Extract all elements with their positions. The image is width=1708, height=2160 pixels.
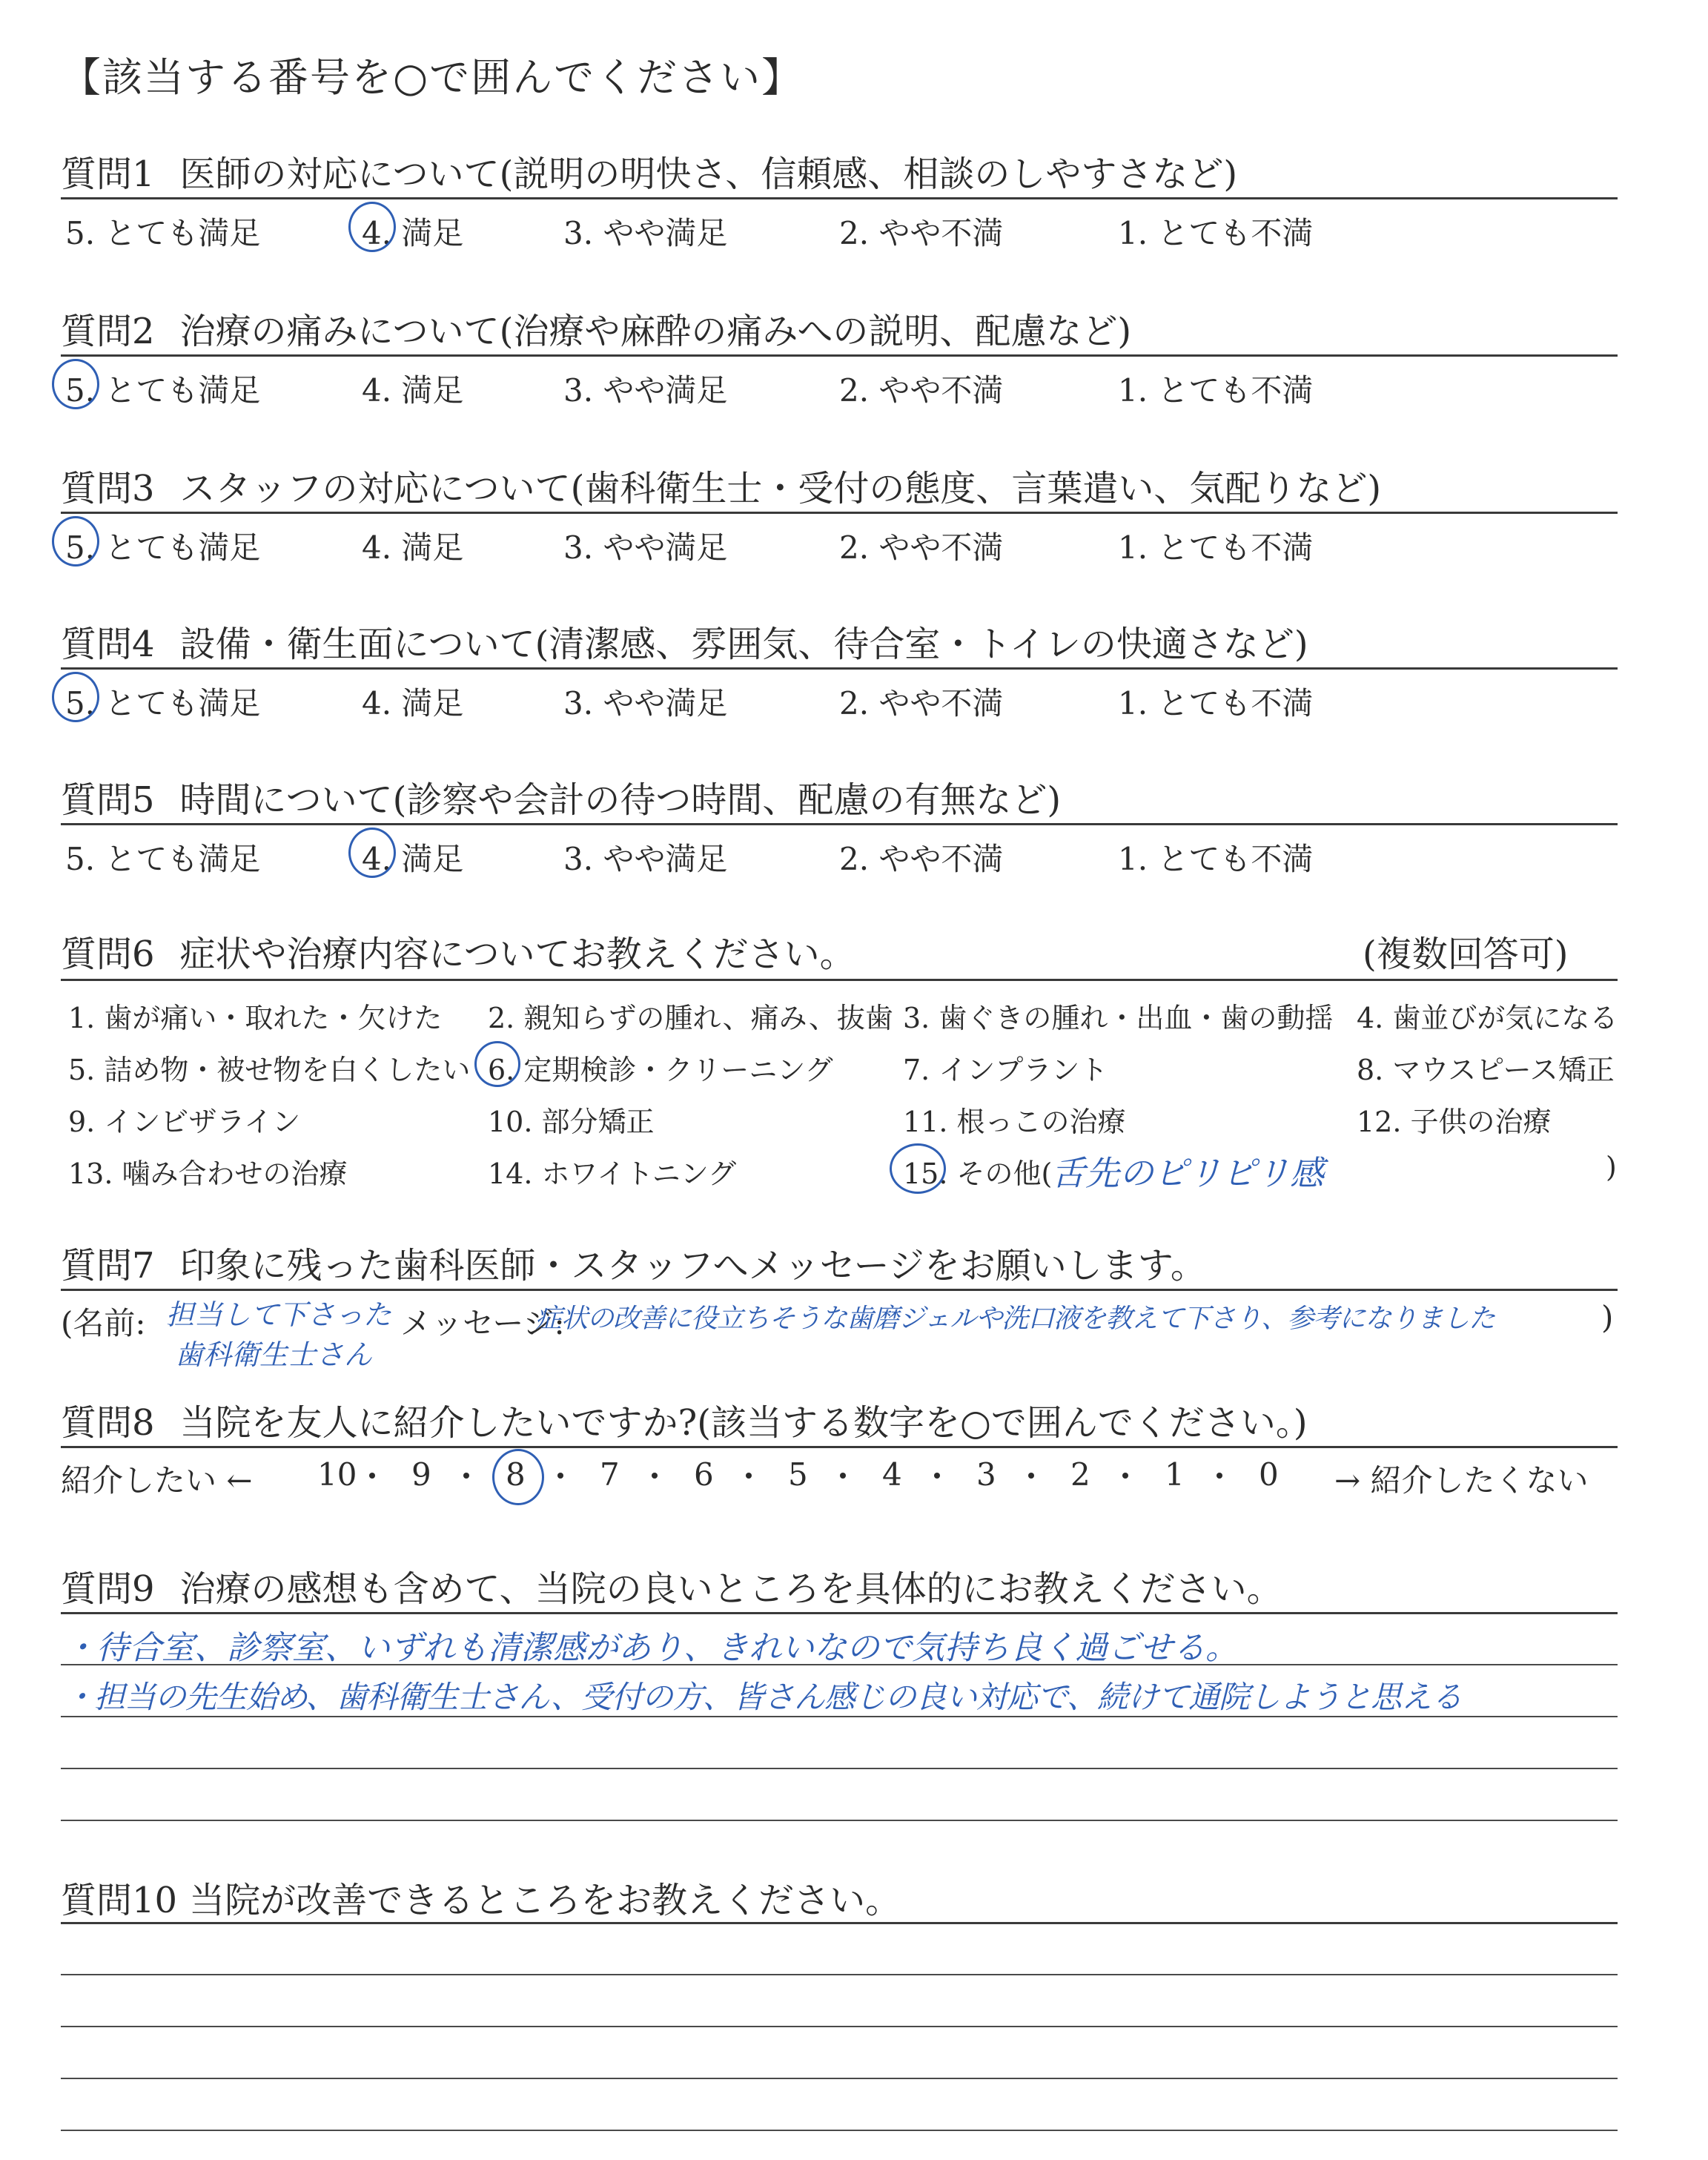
q2-option-2[interactable]: 2. やや不満 bbox=[839, 372, 1004, 409]
q5-option-4[interactable]: 4. 満足 bbox=[362, 841, 464, 877]
q6-note: (複数回答可) bbox=[1363, 934, 1569, 975]
q1-option-4[interactable]: 4. 満足 bbox=[362, 215, 464, 251]
q8-scale-separator bbox=[746, 1473, 752, 1479]
q6-option-10[interactable]: 10. 部分矯正 bbox=[488, 1106, 655, 1138]
q6-other-close: ) bbox=[1606, 1151, 1617, 1183]
q6-label: 質問6 bbox=[61, 934, 155, 975]
q5-option-3[interactable]: 3. やや満足 bbox=[563, 841, 728, 877]
q8-scale-5[interactable]: 5 bbox=[788, 1456, 808, 1493]
q6-option-2[interactable]: 2. 親知らずの腫れ、痛み、抜歯 bbox=[488, 1002, 893, 1034]
q3-option-1[interactable]: 1. とても不満 bbox=[1118, 529, 1314, 566]
q5-text: 時間について(診察や会計の待つ時間、配慮の有無など) bbox=[179, 779, 1062, 821]
q2-heading bbox=[61, 303, 1131, 354]
q1-heading bbox=[61, 145, 1237, 196]
q4-option-2[interactable]: 2. やや不満 bbox=[839, 685, 1004, 721]
q3-option-2[interactable]: 2. やや不満 bbox=[839, 529, 1004, 566]
q3-heading bbox=[61, 460, 1381, 511]
q7-heading bbox=[61, 1237, 1206, 1288]
q8-scale-0[interactable]: 0 bbox=[1259, 1456, 1279, 1493]
q9-label: 質問9 bbox=[61, 1568, 155, 1610]
q6-option-13[interactable]: 13. 噛み合わせの治療 bbox=[68, 1157, 348, 1190]
q4-label: 質問4 bbox=[61, 624, 155, 665]
q7-message-written: 症状の改善に役立ちそうな歯磨ジェルや洗口液を教えて下さり、参考になりました bbox=[535, 1304, 1495, 1334]
q7-close: ) bbox=[1601, 1299, 1614, 1335]
q3-label: 質問3 bbox=[61, 468, 155, 509]
q9-heading bbox=[61, 1560, 1282, 1611]
q3-rule bbox=[61, 512, 1618, 514]
q8-heading bbox=[61, 1394, 1308, 1445]
q6-option-4[interactable]: 4. 歯並びが気になる bbox=[1357, 1002, 1618, 1034]
q8-scale-separator bbox=[463, 1473, 469, 1479]
q6-option-6-circle bbox=[474, 1041, 520, 1087]
q4-text: 設備・衛生面について(清潔感、雰囲気、待合室・トイレの快適さなど) bbox=[179, 624, 1308, 665]
q3-text: スタッフの対応について(歯科衛生士・受付の態度、言葉遣い、気配りなど) bbox=[179, 468, 1382, 509]
q8-scale-4[interactable]: 4 bbox=[882, 1456, 902, 1493]
q8-scale-separator bbox=[1217, 1473, 1222, 1479]
q4-option-4[interactable]: 4. 満足 bbox=[362, 685, 464, 721]
q8-scale-1[interactable]: 1 bbox=[1165, 1456, 1185, 1493]
q5-option-1[interactable]: 1. とても不満 bbox=[1118, 841, 1314, 877]
q7-message-label: メッセージ: bbox=[400, 1305, 565, 1341]
q10-line-1 bbox=[61, 1974, 1618, 1975]
q1-rule bbox=[61, 197, 1618, 199]
q3-option-4[interactable]: 4. 満足 bbox=[362, 529, 464, 566]
q6-option-1[interactable]: 1. 歯が痛い・取れた・欠けた bbox=[68, 1002, 443, 1034]
q6-heading bbox=[61, 925, 855, 977]
q5-option-5[interactable]: 5. とても満足 bbox=[65, 841, 261, 877]
q6-option-12[interactable]: 12. 子供の治療 bbox=[1357, 1106, 1552, 1138]
q4-rule bbox=[61, 667, 1618, 670]
q10-label: 質問10 bbox=[61, 1880, 178, 1921]
q6-option-8[interactable]: 8. マウスピース矯正 bbox=[1357, 1054, 1615, 1086]
q6-option-15[interactable]: 15. その他( bbox=[903, 1157, 1053, 1190]
q6-option-14[interactable]: 14. ホワイトニング bbox=[488, 1157, 737, 1190]
q2-label: 質問2 bbox=[61, 311, 155, 352]
q10-line-3 bbox=[61, 2078, 1618, 2079]
q8-scale-2[interactable]: 2 bbox=[1070, 1456, 1090, 1493]
q10-heading bbox=[61, 1872, 901, 1923]
q4-option-3[interactable]: 3. やや満足 bbox=[563, 685, 728, 721]
q3-selected-circle bbox=[52, 516, 99, 567]
q2-option-4[interactable]: 4. 満足 bbox=[362, 372, 464, 409]
q1-option-3[interactable]: 3. やや満足 bbox=[563, 215, 728, 251]
q8-scale-9[interactable]: 9 bbox=[411, 1456, 431, 1493]
q9-answer-1: ・待合室、診察室、いずれも清潔感があり、きれいなので気持ち良く過ごせる。 bbox=[64, 1629, 1238, 1667]
q6-text: 症状や治療内容についてお教えください。 bbox=[179, 934, 855, 975]
q2-rule bbox=[61, 354, 1618, 357]
q2-selected-circle bbox=[52, 359, 99, 409]
q8-rule bbox=[61, 1446, 1618, 1448]
q2-option-3[interactable]: 3. やや満足 bbox=[563, 372, 728, 409]
q8-scale-separator bbox=[557, 1473, 563, 1479]
q2-text: 治療の痛みについて(治療や麻酔の痛みへの説明、配慮など) bbox=[179, 311, 1132, 352]
q10-line-2 bbox=[61, 2026, 1618, 2027]
q8-label: 質問8 bbox=[61, 1402, 155, 1444]
q1-selected-circle bbox=[348, 202, 396, 252]
q1-option-2[interactable]: 2. やや不満 bbox=[839, 215, 1004, 251]
q7-name-line2: 歯科衛生士さん bbox=[175, 1338, 373, 1371]
q9-text: 治療の感想も含めて、当院の良いところを具体的にお教えください。 bbox=[179, 1568, 1282, 1610]
q5-label: 質問5 bbox=[61, 779, 155, 821]
q7-label: 質問7 bbox=[61, 1245, 155, 1287]
q8-scale-separator bbox=[652, 1473, 658, 1479]
q8-scale-8[interactable]: 8 bbox=[506, 1456, 526, 1493]
q8-scale-6[interactable]: 6 bbox=[694, 1456, 714, 1493]
q8-scale-10[interactable]: 10 bbox=[317, 1456, 357, 1493]
q8-left-label: 紹介したい ← bbox=[61, 1462, 253, 1499]
q8-scale-7[interactable]: 7 bbox=[600, 1456, 620, 1493]
q2-option-1[interactable]: 1. とても不満 bbox=[1118, 372, 1314, 409]
q8-scale-separator bbox=[369, 1473, 375, 1479]
q6-option-11[interactable]: 11. 根っこの治療 bbox=[903, 1106, 1126, 1138]
q10-line-4 bbox=[61, 2130, 1618, 2131]
q7-name-line1: 担当して下さった bbox=[166, 1298, 392, 1331]
q1-label: 質問1 bbox=[61, 153, 155, 195]
q1-option-5[interactable]: 5. とても満足 bbox=[65, 215, 261, 251]
q6-option-9[interactable]: 9. インビザライン bbox=[68, 1106, 301, 1138]
q1-text: 医師の対応について(説明の明快さ、信頼感、相談のしやすさなど) bbox=[179, 153, 1238, 195]
q6-other-written: 舌先のピリピリ感 bbox=[1051, 1153, 1324, 1193]
q7-text: 印象に残った歯科医師・スタッフへメッセージをお願いします。 bbox=[179, 1245, 1206, 1287]
q5-selected-circle bbox=[348, 828, 396, 878]
q8-scale-separator bbox=[840, 1473, 846, 1479]
q8-text: 当院を友人に紹介したいですか?(該当する数字を○で囲んでください。) bbox=[179, 1402, 1308, 1444]
q3-option-5[interactable]: 5. とても満足 bbox=[65, 529, 261, 566]
q8-scale-separator bbox=[1122, 1473, 1128, 1479]
q5-heading bbox=[61, 771, 1061, 822]
q9-rule bbox=[61, 1612, 1618, 1614]
q1-option-1[interactable]: 1. とても不満 bbox=[1118, 215, 1314, 251]
q4-option-5[interactable]: 5. とても満足 bbox=[65, 685, 261, 721]
q4-heading bbox=[61, 615, 1308, 667]
q8-scale-3[interactable]: 3 bbox=[976, 1456, 996, 1493]
q6-rule bbox=[61, 979, 1618, 981]
q6-option-5[interactable]: 5. 詰め物・被せ物を白くしたい bbox=[68, 1054, 471, 1086]
form-title: 【該当する番号を○で囲んでください】 bbox=[61, 54, 804, 101]
q8-selected-circle bbox=[492, 1449, 544, 1505]
q9-line-3 bbox=[61, 1768, 1618, 1769]
q8-scale-separator bbox=[934, 1473, 940, 1479]
q7-name-label: (名前: bbox=[61, 1305, 146, 1341]
q6-option-15-circle bbox=[890, 1143, 946, 1194]
q7-rule bbox=[61, 1289, 1618, 1291]
q5-rule bbox=[61, 823, 1618, 825]
q4-option-1[interactable]: 1. とても不満 bbox=[1118, 685, 1314, 721]
q9-answer-2: ・担当の先生始め、歯科衛生士さん、受付の方、皆さん感じの良い対応で、続けて通院しようと思える bbox=[64, 1679, 1463, 1715]
q5-option-2[interactable]: 2. やや不満 bbox=[839, 841, 1004, 877]
q9-line-4 bbox=[61, 1820, 1618, 1821]
q8-right-label: → 紹介したくない bbox=[1334, 1462, 1589, 1499]
q2-option-5[interactable]: 5. とても満足 bbox=[65, 372, 261, 409]
q10-rule bbox=[61, 1922, 1618, 1924]
q8-scale-separator bbox=[1028, 1473, 1034, 1479]
q4-selected-circle bbox=[52, 672, 99, 722]
q10-text: 当院が改善できるところをお教えください。 bbox=[189, 1880, 901, 1921]
q3-option-3[interactable]: 3. やや満足 bbox=[563, 529, 728, 566]
q6-option-6[interactable]: 6. 定期検診・クリーニング bbox=[488, 1054, 833, 1086]
q6-option-3[interactable]: 3. 歯ぐきの腫れ・出血・歯の動揺 bbox=[903, 1002, 1334, 1034]
q6-option-7[interactable]: 7. インプラント bbox=[903, 1054, 1108, 1086]
